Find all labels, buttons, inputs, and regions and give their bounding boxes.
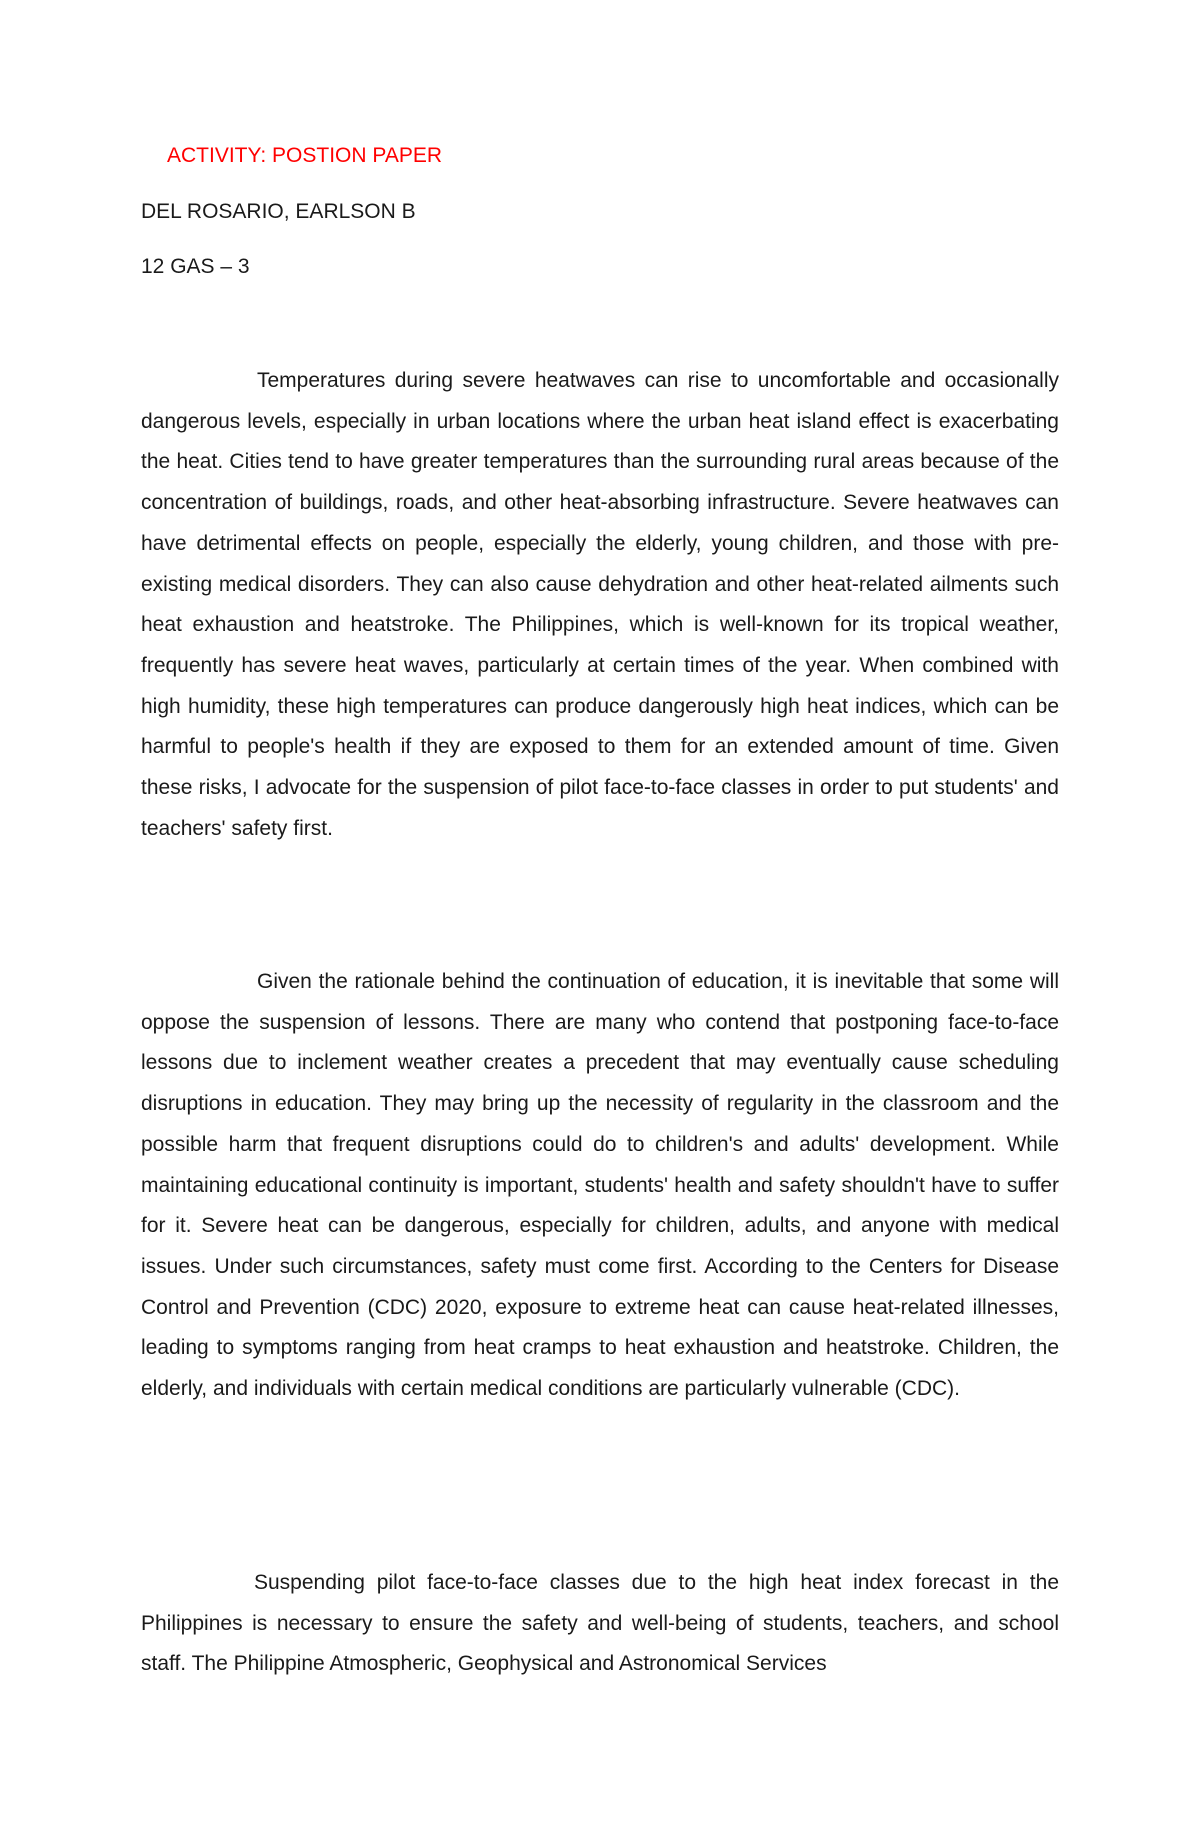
activity-title: ACTIVITY: POSTION PAPER — [167, 144, 442, 167]
section-label: 12 GAS – 3 — [141, 255, 250, 278]
student-name: DEL ROSARIO, EARLSON B — [141, 200, 416, 223]
body-paragraph-1: Temperatures during severe heatwaves can rise to uncomfortable and occasionally dangerous levels, especially in urban locations where the urban heat island effect is exacerbating the heat. Cities tend to have greater temperatures than the surrounding rural areas because of the concentration of buildings, roads, and other heat-absorbing infrastructure. Severe heatwaves can have detrimental effects on people, especially the elderly, young children, and those with pre-existing medical disorders. They can also cause dehydration and other heat-related ailments such heat exhaustion and heatstroke. The Philippines, which is well-known for its tropical weather, frequently has severe heat waves, particularly at certain times of the year. When combined with high humidity, these high temperatures can produce dangerously high heat indices, which can be harmful to people's health if they are exposed to them for an extended amount of time. Given these risks, I advocate for the suspension of pilot face-to-face classes in order to put students' and teachers' safety first. — [141, 369, 1059, 840]
body-paragraph-3: Suspending pilot face-to-face classes due to the high heat index forecast in the Philippines is necessary to ensure the safety and well-being of students, teachers, and school staff. The Philippine Atmospheric, Geophysical and Astronomical Services — [141, 1571, 1059, 1676]
body-paragraph-2: Given the rationale behind the continuation of education, it is inevitable that some will oppose the suspension of lessons. There are many who contend that postponing face-to-face lessons due to inclement weather creates a precedent that may eventually cause scheduling disruptions in education. They may bring up the necessity of regularity in the classroom and the possible harm that frequent disruptions could do to children's and adults' development. While maintaining educational continuity is important, students' health and safety shouldn't have to suffer for it. Severe heat can be dangerous, especially for children, adults, and anyone with medical issues. Under such circumstances, safety must come first. According to the Centers for Disease Control and Prevention (CDC) 2020, exposure to extreme heat can cause heat-related illnesses, leading to symptoms ranging from heat cramps to heat exhaustion and heatstroke. Children, the elderly, and individuals with certain medical conditions are particularly vulnerable (CDC). — [141, 970, 1059, 1401]
